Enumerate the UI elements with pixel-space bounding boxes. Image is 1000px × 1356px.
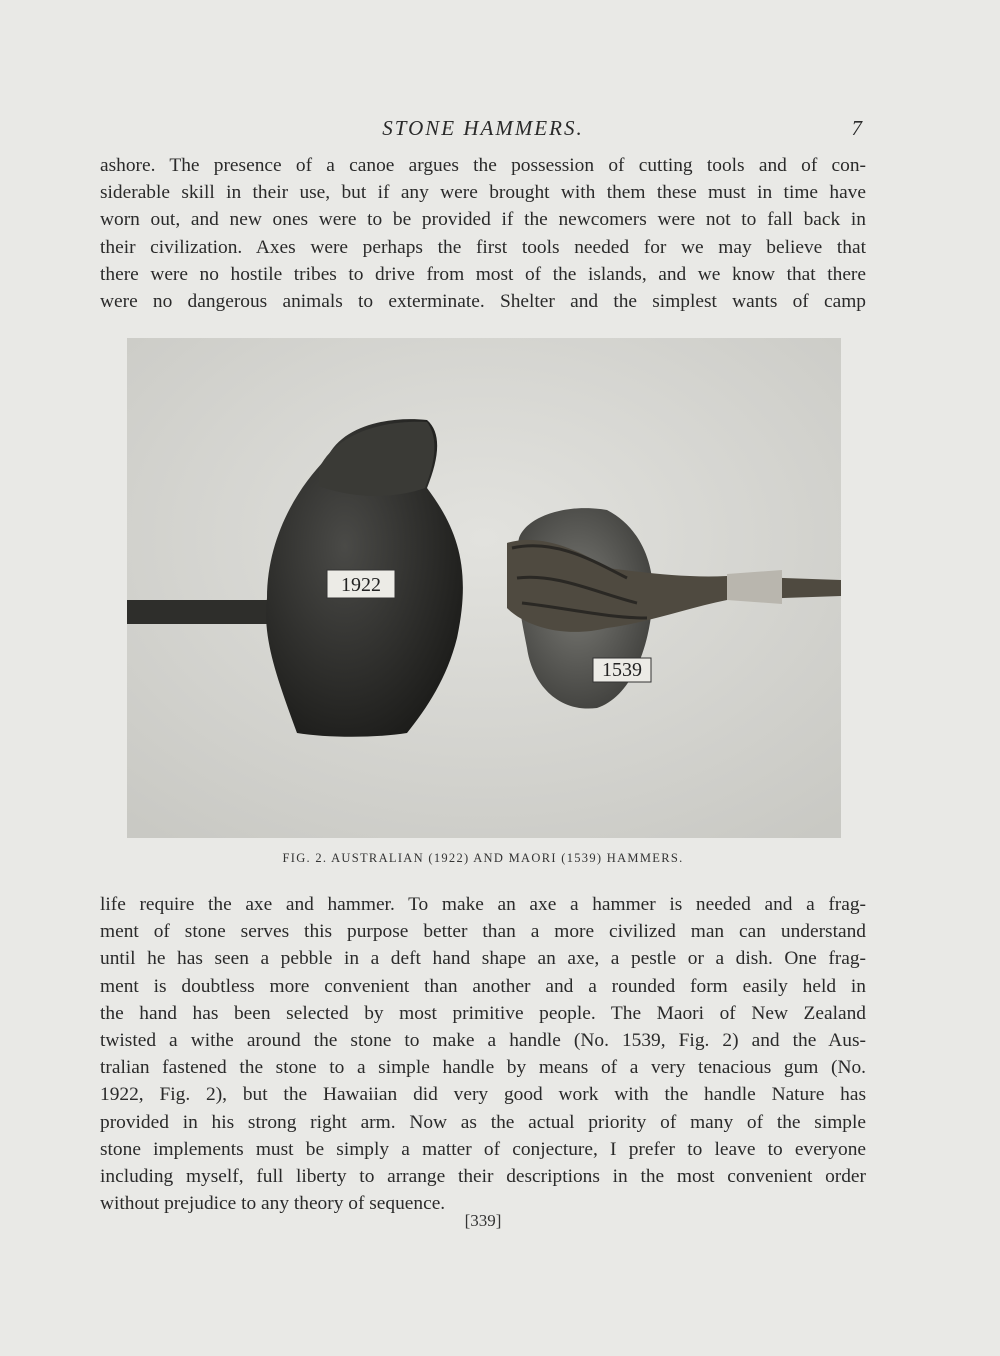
paragraph-line: twisted a withe around the stone to make a handle (No. 1539, Fig. 2) and the Aus- (100, 1030, 866, 1052)
hammer-label-1539: 1539 (602, 659, 642, 681)
paragraph-line: until he has seen a pebble in a deft hand shape an axe, a pestle or a dish. One frag- (100, 948, 866, 970)
page-marker: [339] (464, 1211, 502, 1230)
paragraph-line: siderable skill in their use, but if any were brought with them these must in time have (100, 182, 866, 204)
paragraph-line: there were no hostile tribes to drive from most of the islands, and we know that there (100, 263, 866, 285)
paragraph-line: ment is doubtless more convenient than another and a rounded form easily held in (100, 975, 866, 997)
paragraph-1 (100, 152, 866, 315)
paragraph-line: ashore. The presence of a canoe argues the possession of cutting tools and of con- (100, 155, 866, 176)
figure-caption: FIG. 2. AUSTRALIAN (1922) AND MAORI (1539) HAMMERS. (282, 851, 684, 865)
paragraph-line: without prejudice to any theory of sequence. (100, 1193, 446, 1215)
paragraph-line: worn out, and new ones were to be provided if the newcomers were not to fall back in (100, 209, 866, 231)
paragraph-line: the hand has been selected by most primitive people. The Maori of New Zealand (100, 1002, 866, 1024)
paragraph-line: their civilization. Axes were perhaps the first tools needed for we may believe that (100, 236, 866, 258)
paragraph-line: life require the axe and hammer. To make an axe a hammer is needed and a frag- (100, 894, 866, 915)
paragraph-line: provided in his strong right arm. Now as the actual priority of many of the simple (100, 1111, 866, 1133)
figure-photo (127, 338, 841, 838)
hammers-photo-illustration (127, 338, 841, 838)
hammer-label-1922: 1922 (341, 574, 381, 596)
running-head (100, 116, 866, 146)
paragraph-line: ment of stone serves this purpose better than a more civilized man can understand (100, 921, 866, 943)
paragraph-2 (100, 891, 866, 1217)
paragraph-line: were no dangerous animals to exterminate. Shelter and the simplest wants of camp (100, 291, 866, 313)
paragraph-line: tralian fastened the stone to a simple handle by means of a very tenacious gum (No. (100, 1057, 866, 1079)
paragraph-line: 1922, Fig. 2), but the Hawaiian did very good work with the handle Nature has (100, 1084, 866, 1106)
paragraph-line: stone implements must be simply a matter of conjecture, I prefer to leave to everyone (100, 1138, 866, 1160)
running-title: STONE HAMMERS. (382, 116, 584, 140)
page-number: 7 (851, 116, 862, 140)
paragraph-line: including myself, full liberty to arrange their descriptions in the most convenient order (100, 1166, 866, 1188)
